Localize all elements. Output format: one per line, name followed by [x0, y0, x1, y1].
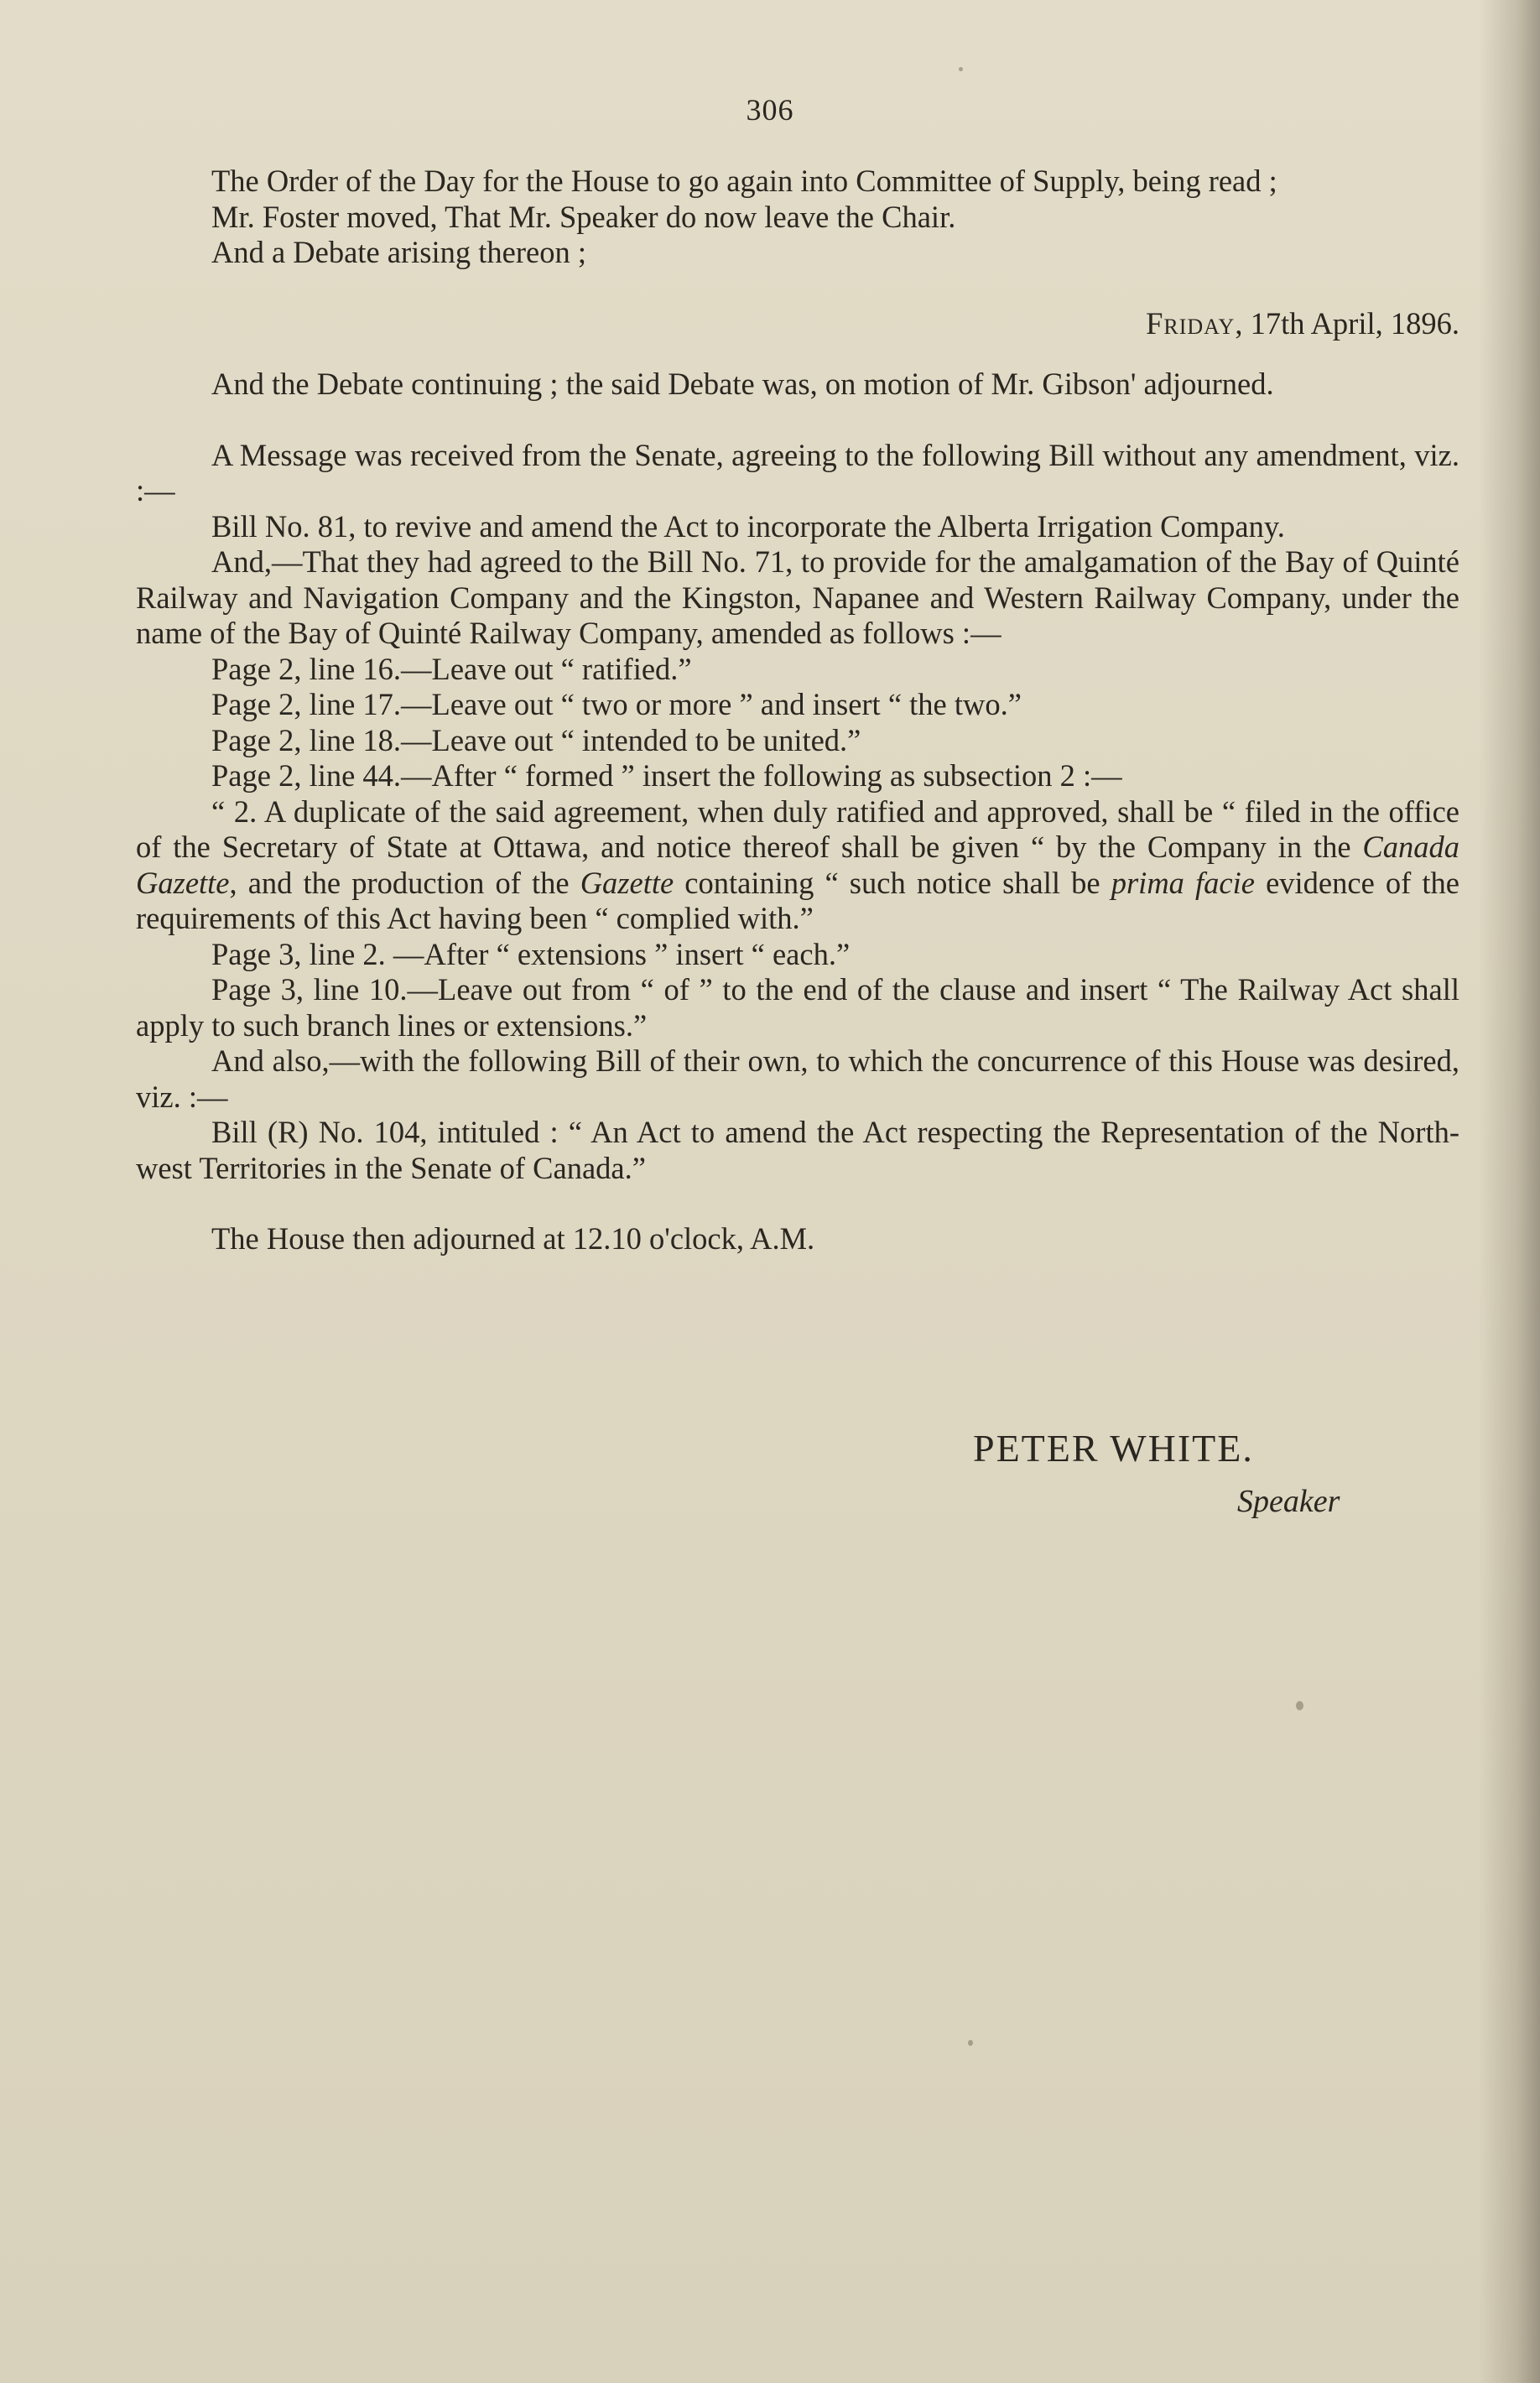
subsection-2-canada-gazette: Canada Gazette	[136, 830, 1459, 900]
subsection-2-gazette: Gazette	[580, 865, 674, 900]
amendment-line-16: Page 2, line 16.—Leave out “ ratified.”	[211, 651, 692, 686]
amendment-line-18: Page 2, line 18.—Leave out “ intended to be united.”	[211, 722, 861, 757]
subsection-2-part2: , and the production of the	[229, 865, 580, 900]
paragraph-debate-arising: And a Debate arising thereon ;	[211, 235, 586, 269]
page-number: 306	[746, 93, 794, 127]
journal-text	[136, 164, 1459, 1257]
paragraph-bill-71: And,—That they had agreed to the Bill No. 71, to provide for the amalgamation of the Bay of Quinté Railway and Navigation Company and the Kingston, Napanee and Western Railway Company, under the name of the Bay of Quinté Railway Company, amended as follows :—	[136, 544, 1459, 650]
paragraph-house-adjourned: The House then adjourned at 12.10 o'clock, A.M.	[211, 1221, 815, 1256]
signature-name: PETER WHITE.	[973, 1427, 1254, 1470]
paragraph-order-of-day: The Order of the Day for the House to go again into Committee of Supply, being read ;	[211, 164, 1277, 198]
amendment-line-17: Page 2, line 17.—Leave out “ two or more ” and insert “ the two.”	[211, 687, 1022, 721]
date-day: Friday	[1146, 305, 1236, 341]
amendment-page3-line10: Page 3, line 10.—Leave out from “ of ” to the end of the clause and insert “ The Railway Act shall apply to such branch lines or extensions.”	[136, 972, 1459, 1043]
paragraph-senate-own-bill: And also,—with the following Bill of their own, to which the concurrence of this House was desired, viz. :—	[136, 1043, 1459, 1114]
paragraph-foster-motion: Mr. Foster moved, That Mr. Speaker do now leave the Chair.	[211, 199, 956, 234]
date-heading	[136, 306, 1459, 342]
paper-speck	[959, 67, 963, 71]
paper-speck	[968, 2040, 973, 2046]
amendment-line-44: Page 2, line 44.—After “ formed ” insert the following as subsection 2 :—	[211, 758, 1122, 793]
amendment-page3-line2: Page 3, line 2. —After “ extensions ” insert “ each.”	[211, 936, 851, 971]
paragraph-debate-adjourned: And the Debate continuing ; the said Debate was, on motion of Mr. Gibson' adjourned.	[211, 367, 1274, 401]
subsection-2-part1: “ 2. A duplicate of the said agreement, when duly ratified and approved, shall be “ filed in the office of the Secretary of State at Ottawa, and notice thereof shall be given “ by the Company in the	[136, 793, 1459, 864]
paragraph-bill-r-104: Bill (R) No. 104, intituled : “ An Act to amend the Act respecting the Representation of the North-west Territories in the Senate of Canada.”	[136, 1115, 1459, 1185]
subsection-2-prima-facie: prima facie	[1111, 865, 1255, 900]
subsection-2-text	[136, 794, 1459, 937]
paragraph-senate-message: A Message was received from the Senate, agreeing to the following Bill without any amendment, viz. :—	[136, 437, 1459, 507]
paper-speck	[1296, 1701, 1303, 1710]
subsection-2-part3: containing “ such notice shall be	[674, 865, 1111, 900]
signature-role: Speaker	[1237, 1484, 1340, 1519]
subsection-2-part4: evidence of the requirements of this Act having been “ complied with.”	[136, 865, 1459, 935]
paragraph-bill-81: Bill No. 81, to revive and amend the Act to incorporate the Alberta Irrigation Company.	[211, 508, 1285, 544]
date-rest: , 17th April, 1896.	[1235, 305, 1459, 341]
